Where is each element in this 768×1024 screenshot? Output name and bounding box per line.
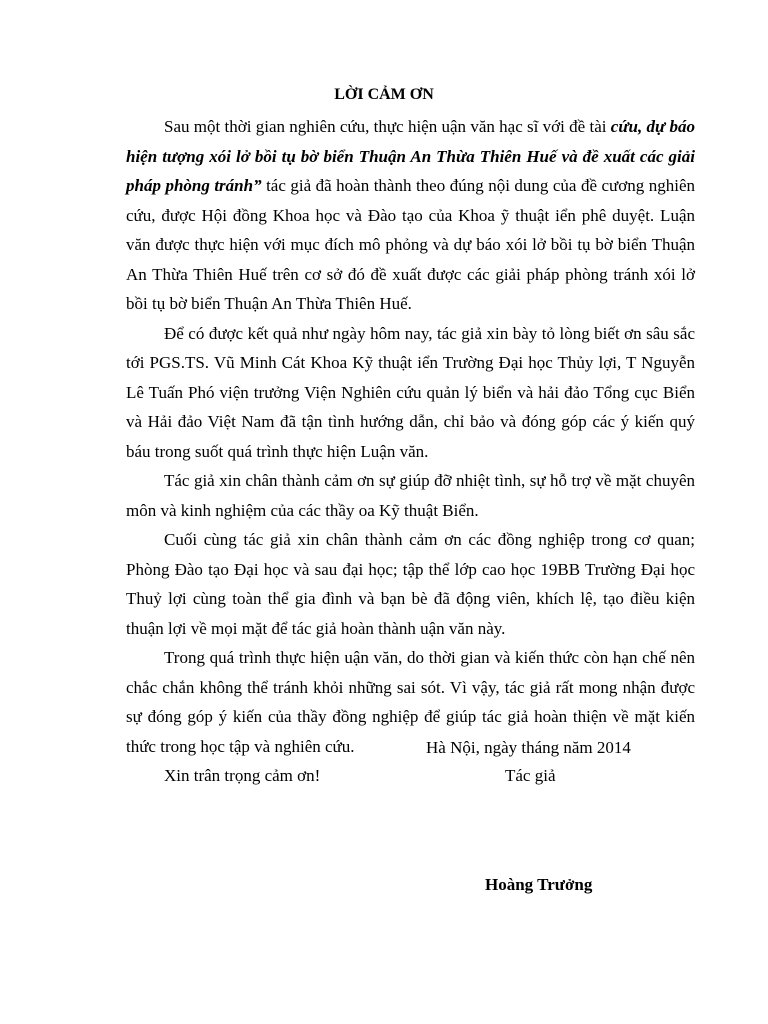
paragraph-1-intro: Sau một thời gian nghiên cứu, thực hiện uận văn hạc sĩ với đề tài bbox=[164, 117, 611, 136]
paragraph-1-rest: tác giả đã hoàn thành theo đúng nội dung của đề cương nghiên cứu, được Hội đồng Khoa học và Đào tạo của Khoa ỹ thuật iển phê duyệt. Luận văn được thực hiện với mục đích mô phỏng và dự báo xói lở bồi tụ bờ biển Thuận An Thừa Thiên Huế trên cơ sở đó đề xuất được các giải pháp phòng tránh xói lở bồi tụ bờ biển Thuận An Thừa Thiên Huế. bbox=[126, 176, 695, 313]
paragraph-1 bbox=[126, 112, 695, 319]
paragraph-5: Trong quá trình thực hiện uận văn, do thời gian và kiến thức còn hạn chế nên chắc chắn không thể tránh khỏi những sai sót. Vì vậy, tác giả rất mong nhận được sự đóng góp ý kiến của thầy đồng nghiệp để giúp tác giả hoàn thiện về mặt kiến thức trong học tập và nghiên cứu. bbox=[126, 648, 695, 756]
paragraph-4: Cuối cùng tác giả xin chân thành cảm ơn các đồng nghiệp trong cơ quan; Phòng Đào tạo Đại học và sau đại học; tập thể lớp cao học 19BB Trường Đại học Thuỷ lợi cùng toàn thể gia đình và bạn bè đã động viên, khích lệ, tạo điều kiện thuận lợi về mọi mặt để tác giả hoàn thành uận văn này. bbox=[126, 530, 695, 638]
paragraph-6: Xin trân trọng cảm ơn! bbox=[164, 766, 321, 785]
paragraph-3: Tác giả xin chân thành cảm ơn sự giúp đỡ nhiệt tình, sự hỗ trợ về mặt chuyên môn và kinh nghiệm của các thầy oa Kỹ thuật Biển. bbox=[126, 471, 695, 520]
author-role: Tác giả bbox=[505, 766, 556, 785]
thesis-title: cứu, dự báo hiện tượng xói lở bồi tụ bờ biển Thuận An Thừa Thiên Huế và đề xuất các giải pháp phòng tránh” bbox=[126, 117, 695, 195]
page-title: LỜI CẢM ƠN bbox=[334, 86, 434, 103]
acknowledgement-body bbox=[126, 112, 695, 791]
date-line: Hà Nội, ngày tháng năm 2014 bbox=[426, 738, 631, 757]
paragraph-2: Để có được kết quả như ngày hôm nay, tác giả xin bày tỏ lòng biết ơn sâu sắc tới PGS.TS. Vũ Minh Cát Khoa Kỹ thuật iển Trường Đại học Thủy lợi, T Nguyễn Lê Tuấn Phó viện trưởng Viện Nghiên cứu quản lý biển và hải đảo Tổng cục Biển và Hải đảo Việt Nam đã tận tình hướng dẫn, chỉ bảo và đóng góp các ý kiến quý báu trong suốt quá trình thực hiện Luận văn. bbox=[126, 323, 695, 461]
author-name: Hoàng Trưởng bbox=[485, 875, 593, 894]
